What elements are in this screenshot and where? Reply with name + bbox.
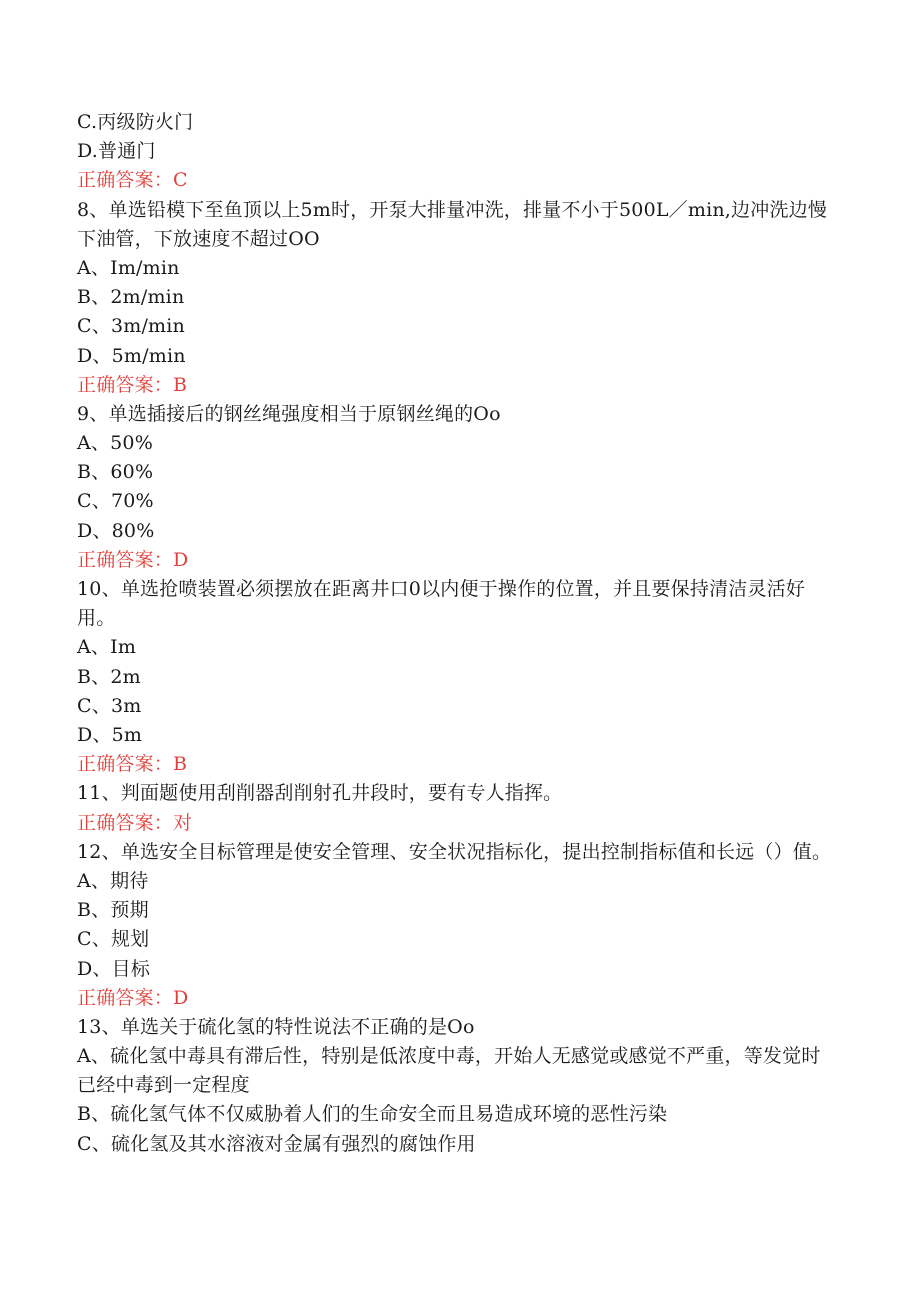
option-line: A、50%: [77, 432, 153, 455]
option-line: B、60%: [77, 461, 154, 484]
option-line: A、Im: [77, 636, 137, 659]
option-line: A、硫化氢中毒具有滞后性，特别是低浓度中毒，开始人无感觉或感觉不严重，等发觉时已经中毒到一定程度: [77, 1045, 821, 1097]
question-line: 13、单选关于硫化氢的特性说法不正确的是Oo: [77, 1015, 475, 1038]
option-line: C、70%: [77, 490, 154, 513]
option-line: D、80%: [77, 519, 155, 542]
option-line: C、3m/min: [77, 315, 185, 338]
question-line: 11、判面题使用刮削器刮削射孔井段时，要有专人指挥。: [77, 782, 563, 805]
option-line: D.普通门: [77, 140, 156, 163]
option-line: B、2m/min: [77, 286, 185, 309]
answer-line: 正确答案：B: [77, 373, 188, 396]
question-line: 10、单选抢喷装置必须摆放在距离井口0以内便于操作的位置，并且要保持清洁灵活好用。: [77, 578, 806, 630]
option-line: C.丙级防火门: [77, 111, 194, 133]
question-line: 8、单选铅模下至鱼顶以上5m时，开泵大排量冲洗，排量不小于500L／min,边冲洗边慢下油管，下放速度不超过OO: [77, 198, 828, 250]
option-line: B、硫化氢气体不仅威胁着人们的生命安全而且易造成环境的恶性污染: [77, 1103, 668, 1126]
question-line: 12、单选安全目标管理是使安全管理、安全状况指标化，提出控制指标值和长远（）值。: [77, 840, 832, 863]
option-line: B、2m: [77, 665, 141, 688]
option-line: D、5m: [77, 724, 143, 746]
option-line: C、硫化氢及其水溶液对金属有强烈的腐蚀作用: [77, 1132, 476, 1155]
option-line: D、目标: [77, 957, 151, 980]
answer-line: 正确答案：对: [77, 811, 193, 834]
answer-line: 正确答案：C: [77, 169, 188, 192]
answer-line: 正确答案：D: [77, 986, 189, 1009]
option-line: B、预期: [77, 899, 149, 922]
option-line: D、5m/min: [77, 344, 186, 367]
answer-line: 正确答案：D: [77, 548, 189, 571]
answer-line: 正确答案：B: [77, 753, 188, 776]
option-line: A、期待: [77, 869, 149, 892]
option-line: A、Im/min: [77, 256, 180, 279]
document-page: [77, 108, 837, 1159]
option-line: C、3m: [77, 694, 142, 717]
question-line: 9、单选插接后的钢丝绳强度相当于原钢丝绳的Oo: [77, 402, 501, 425]
option-line: C、规划: [77, 928, 150, 951]
